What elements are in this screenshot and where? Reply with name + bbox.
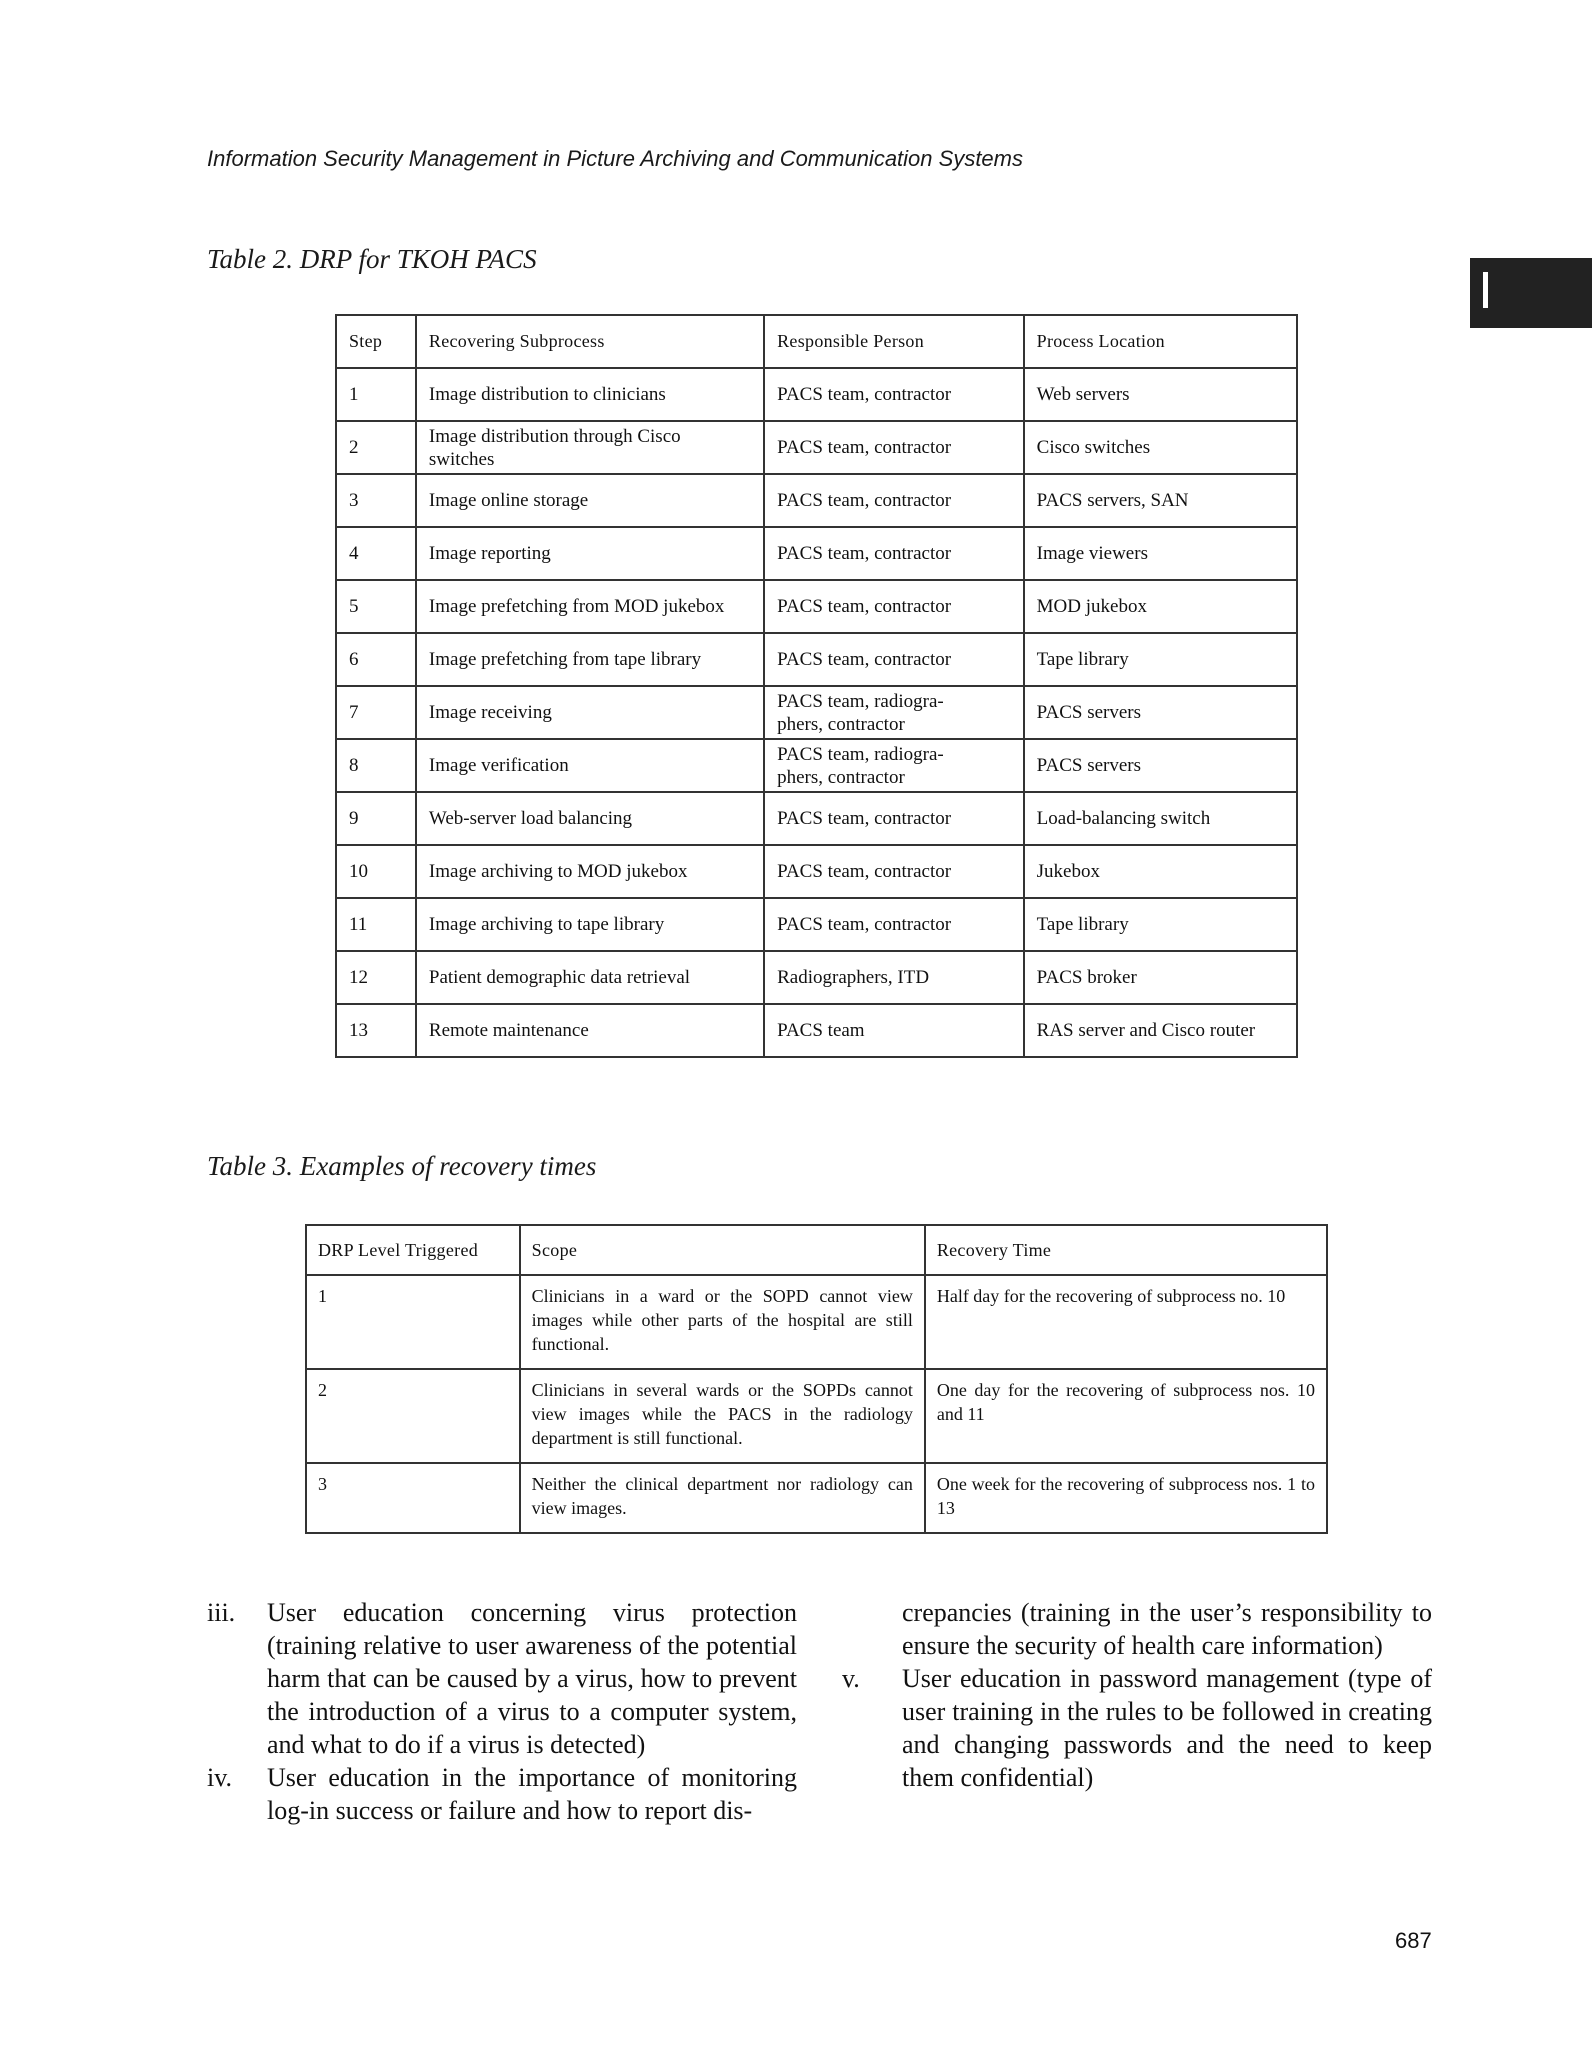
person-cell: PACS team, contractor <box>764 845 1024 898</box>
location-cell: Jukebox <box>1024 845 1297 898</box>
step-cell: 1 <box>336 368 416 421</box>
location-cell: Image viewers <box>1024 527 1297 580</box>
column-header: Scope <box>520 1225 925 1275</box>
location-cell: PACS servers, SAN <box>1024 474 1297 527</box>
step-cell: 3 <box>336 474 416 527</box>
table-row <box>336 898 1297 951</box>
table-row <box>336 951 1297 1004</box>
subprocess-cell: Image prefetching from tape library <box>416 633 764 686</box>
subprocess-cell: Patient demographic data retrieval <box>416 951 764 1004</box>
person-cell: PACS team, radiogra-phers, contractor <box>764 686 1024 739</box>
table-row <box>336 739 1297 792</box>
scope-cell: Clinicians in several wards or the SOPDs cannot view images while the PACS in the radiology department is still functional. <box>520 1369 925 1463</box>
location-cell: PACS servers <box>1024 686 1297 739</box>
subprocess-cell: Web-server load balancing <box>416 792 764 845</box>
table-row <box>336 1004 1297 1057</box>
recovery-time-cell: One week for the recovering of subprocess nos. 1 to 13 <box>925 1463 1327 1533</box>
list-item <box>207 1596 797 1761</box>
person-cell: PACS team, radiogra-phers, contractor <box>764 739 1024 792</box>
subprocess-cell: Image prefetching from MOD jukebox <box>416 580 764 633</box>
table-row <box>336 527 1297 580</box>
column-header: Responsible Person <box>764 315 1024 368</box>
scope-cell: Neither the clinical department nor radiology can view images. <box>520 1463 925 1533</box>
location-cell: Cisco switches <box>1024 421 1297 474</box>
list-item-text: User education in password management (type of user training in the rules to be followed in creating and changing passwords and the need to keep them confidential) <box>902 1664 1432 1792</box>
table2-title: Table 2. DRP for TKOH PACS <box>207 244 537 274</box>
drp-table <box>335 314 1298 1058</box>
person-cell: PACS team, contractor <box>764 474 1024 527</box>
running-header: Information Security Management in Picture Archiving and Communication Systems <box>207 146 1023 171</box>
step-cell: 2 <box>336 421 416 474</box>
body-text-right-column <box>842 1596 1432 1794</box>
table3-title: Table 3. Examples of recovery times <box>207 1151 597 1181</box>
subprocess-cell: Image reporting <box>416 527 764 580</box>
step-cell: 5 <box>336 580 416 633</box>
table-row <box>336 686 1297 739</box>
person-cell: PACS team, contractor <box>764 898 1024 951</box>
step-cell: 7 <box>336 686 416 739</box>
location-cell: PACS broker <box>1024 951 1297 1004</box>
list-item-number: iv. <box>207 1763 233 1792</box>
column-header: Process Location <box>1024 315 1297 368</box>
table-row <box>306 1275 1327 1369</box>
person-cell: PACS team, contractor <box>764 421 1024 474</box>
list-item-text: User education in the importance of monitoring log-in success or failure and how to report dis- <box>267 1763 797 1825</box>
table-row <box>336 633 1297 686</box>
person-cell: PACS team <box>764 1004 1024 1057</box>
subprocess-cell: Image receiving <box>416 686 764 739</box>
table-header-row <box>336 315 1297 368</box>
table-row <box>336 792 1297 845</box>
table-row <box>336 368 1297 421</box>
table-row <box>336 580 1297 633</box>
step-cell: 12 <box>336 951 416 1004</box>
step-cell: 9 <box>336 792 416 845</box>
location-cell: Web servers <box>1024 368 1297 421</box>
subprocess-cell: Image online storage <box>416 474 764 527</box>
column-header: Recovering Subprocess <box>416 315 764 368</box>
body-text-left-column <box>207 1596 797 1827</box>
list-item-continuation: crepancies (training in the user’s responsibility to ensure the security of health care information) <box>902 1598 1432 1660</box>
step-cell: 13 <box>336 1004 416 1057</box>
table-row <box>306 1369 1327 1463</box>
column-header: DRP Level Triggered <box>306 1225 520 1275</box>
drp-level-cell: 1 <box>306 1275 520 1369</box>
recovery-time-cell: One day for the recovering of subprocess nos. 10 and 11 <box>925 1369 1327 1463</box>
person-cell: PACS team, contractor <box>764 633 1024 686</box>
location-cell: MOD jukebox <box>1024 580 1297 633</box>
column-header: Step <box>336 315 416 368</box>
location-cell: PACS servers <box>1024 739 1297 792</box>
subprocess-cell: Remote maintenance <box>416 1004 764 1057</box>
drp-level-cell: 2 <box>306 1369 520 1463</box>
list-item <box>207 1761 797 1827</box>
table-row <box>306 1463 1327 1533</box>
table-header-row <box>306 1225 1327 1275</box>
recovery-times-table <box>305 1224 1328 1534</box>
subprocess-cell: Image distribution to clinicians <box>416 368 764 421</box>
section-tab-marker <box>1470 258 1592 328</box>
section-tab-bar <box>1483 272 1488 308</box>
person-cell: PACS team, contractor <box>764 792 1024 845</box>
page-number: 687 <box>1395 1928 1432 1953</box>
subprocess-cell: Image archiving to MOD jukebox <box>416 845 764 898</box>
column-header: Recovery Time <box>925 1225 1327 1275</box>
step-cell: 8 <box>336 739 416 792</box>
list-item-text: User education concerning virus protection (training relative to user awareness of the potential harm that can be caused by a virus, how to prevent the introduction of a virus to a computer system, and what to do if a virus is detected) <box>267 1598 797 1759</box>
location-cell: Tape library <box>1024 633 1297 686</box>
subprocess-cell: Image verification <box>416 739 764 792</box>
step-cell: 4 <box>336 527 416 580</box>
drp-level-cell: 3 <box>306 1463 520 1533</box>
list-item-number: v. <box>842 1664 860 1693</box>
list-item <box>842 1662 1432 1794</box>
step-cell: 6 <box>336 633 416 686</box>
subprocess-cell: Image distribution through Cisco switches <box>416 421 764 474</box>
list-item-number: iii. <box>207 1598 236 1627</box>
person-cell: PACS team, contractor <box>764 368 1024 421</box>
person-cell: PACS team, contractor <box>764 527 1024 580</box>
recovery-time-cell: Half day for the recovering of subprocess no. 10 <box>925 1275 1327 1369</box>
table-row <box>336 845 1297 898</box>
location-cell: Load-balancing switch <box>1024 792 1297 845</box>
table-row <box>336 421 1297 474</box>
scope-cell: Clinicians in a ward or the SOPD cannot view images while other parts of the hospital are still functional. <box>520 1275 925 1369</box>
step-cell: 10 <box>336 845 416 898</box>
location-cell: RAS server and Cisco router <box>1024 1004 1297 1057</box>
table-row <box>336 474 1297 527</box>
location-cell: Tape library <box>1024 898 1297 951</box>
person-cell: Radiographers, ITD <box>764 951 1024 1004</box>
subprocess-cell: Image archiving to tape library <box>416 898 764 951</box>
step-cell: 11 <box>336 898 416 951</box>
person-cell: PACS team, contractor <box>764 580 1024 633</box>
